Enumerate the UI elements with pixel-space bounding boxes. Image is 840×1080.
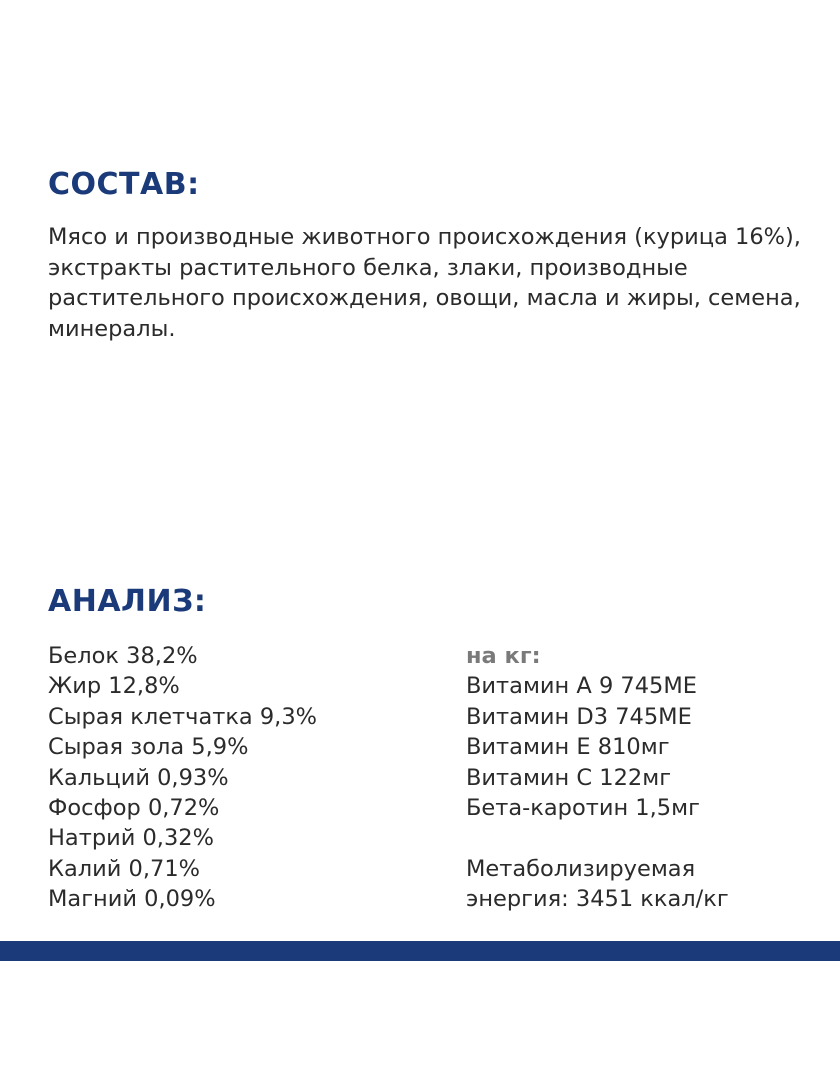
bottom-band <box>0 941 840 961</box>
composition-heading: СОСТАВ: <box>48 167 200 202</box>
nutrient-item: Магний 0,09% <box>48 886 216 913</box>
vitamin-list <box>466 641 729 915</box>
nutrient-item: Сырая зола 5,9% <box>48 734 249 761</box>
nutrient-item: Белок 38,2% <box>48 643 198 669</box>
nutrient-item: Калий 0,71% <box>48 855 201 882</box>
spacer <box>466 823 729 853</box>
nutrient-item: Кальций 0,93% <box>48 764 229 791</box>
composition-text: Мясо и производные животного происхождения (курица 16%), экстракты растительного белка, злаки, производные растительного происхождения, овощи, масла и жиры, семена, минералы. <box>48 224 801 342</box>
nutrient-item: Фосфор 0,72% <box>48 795 220 822</box>
vitamin-item: Витамин А 9 745МЕ <box>466 673 697 700</box>
analysis-heading: АНАЛИЗ: <box>48 584 207 619</box>
energy-value: энергия: 3451 ккал/кг <box>466 886 729 913</box>
nutrient-list <box>48 641 317 915</box>
vitamin-item: Бета-каротин 1,5мг <box>466 795 700 822</box>
nutrient-item: Натрий 0,32% <box>48 825 214 852</box>
vitamin-item: Витамин С 122мг <box>466 764 672 791</box>
vitamin-item: Витамин D3 745МЕ <box>466 703 692 730</box>
energy-label: Метаболизируемая <box>466 855 696 882</box>
nutrient-item: Жир 12,8% <box>48 673 180 700</box>
per-kg-label: на кг: <box>466 643 541 669</box>
vitamin-item: Витамин Е 810мг <box>466 734 670 761</box>
nutrient-item: Сырая клетчатка 9,3% <box>48 703 318 730</box>
